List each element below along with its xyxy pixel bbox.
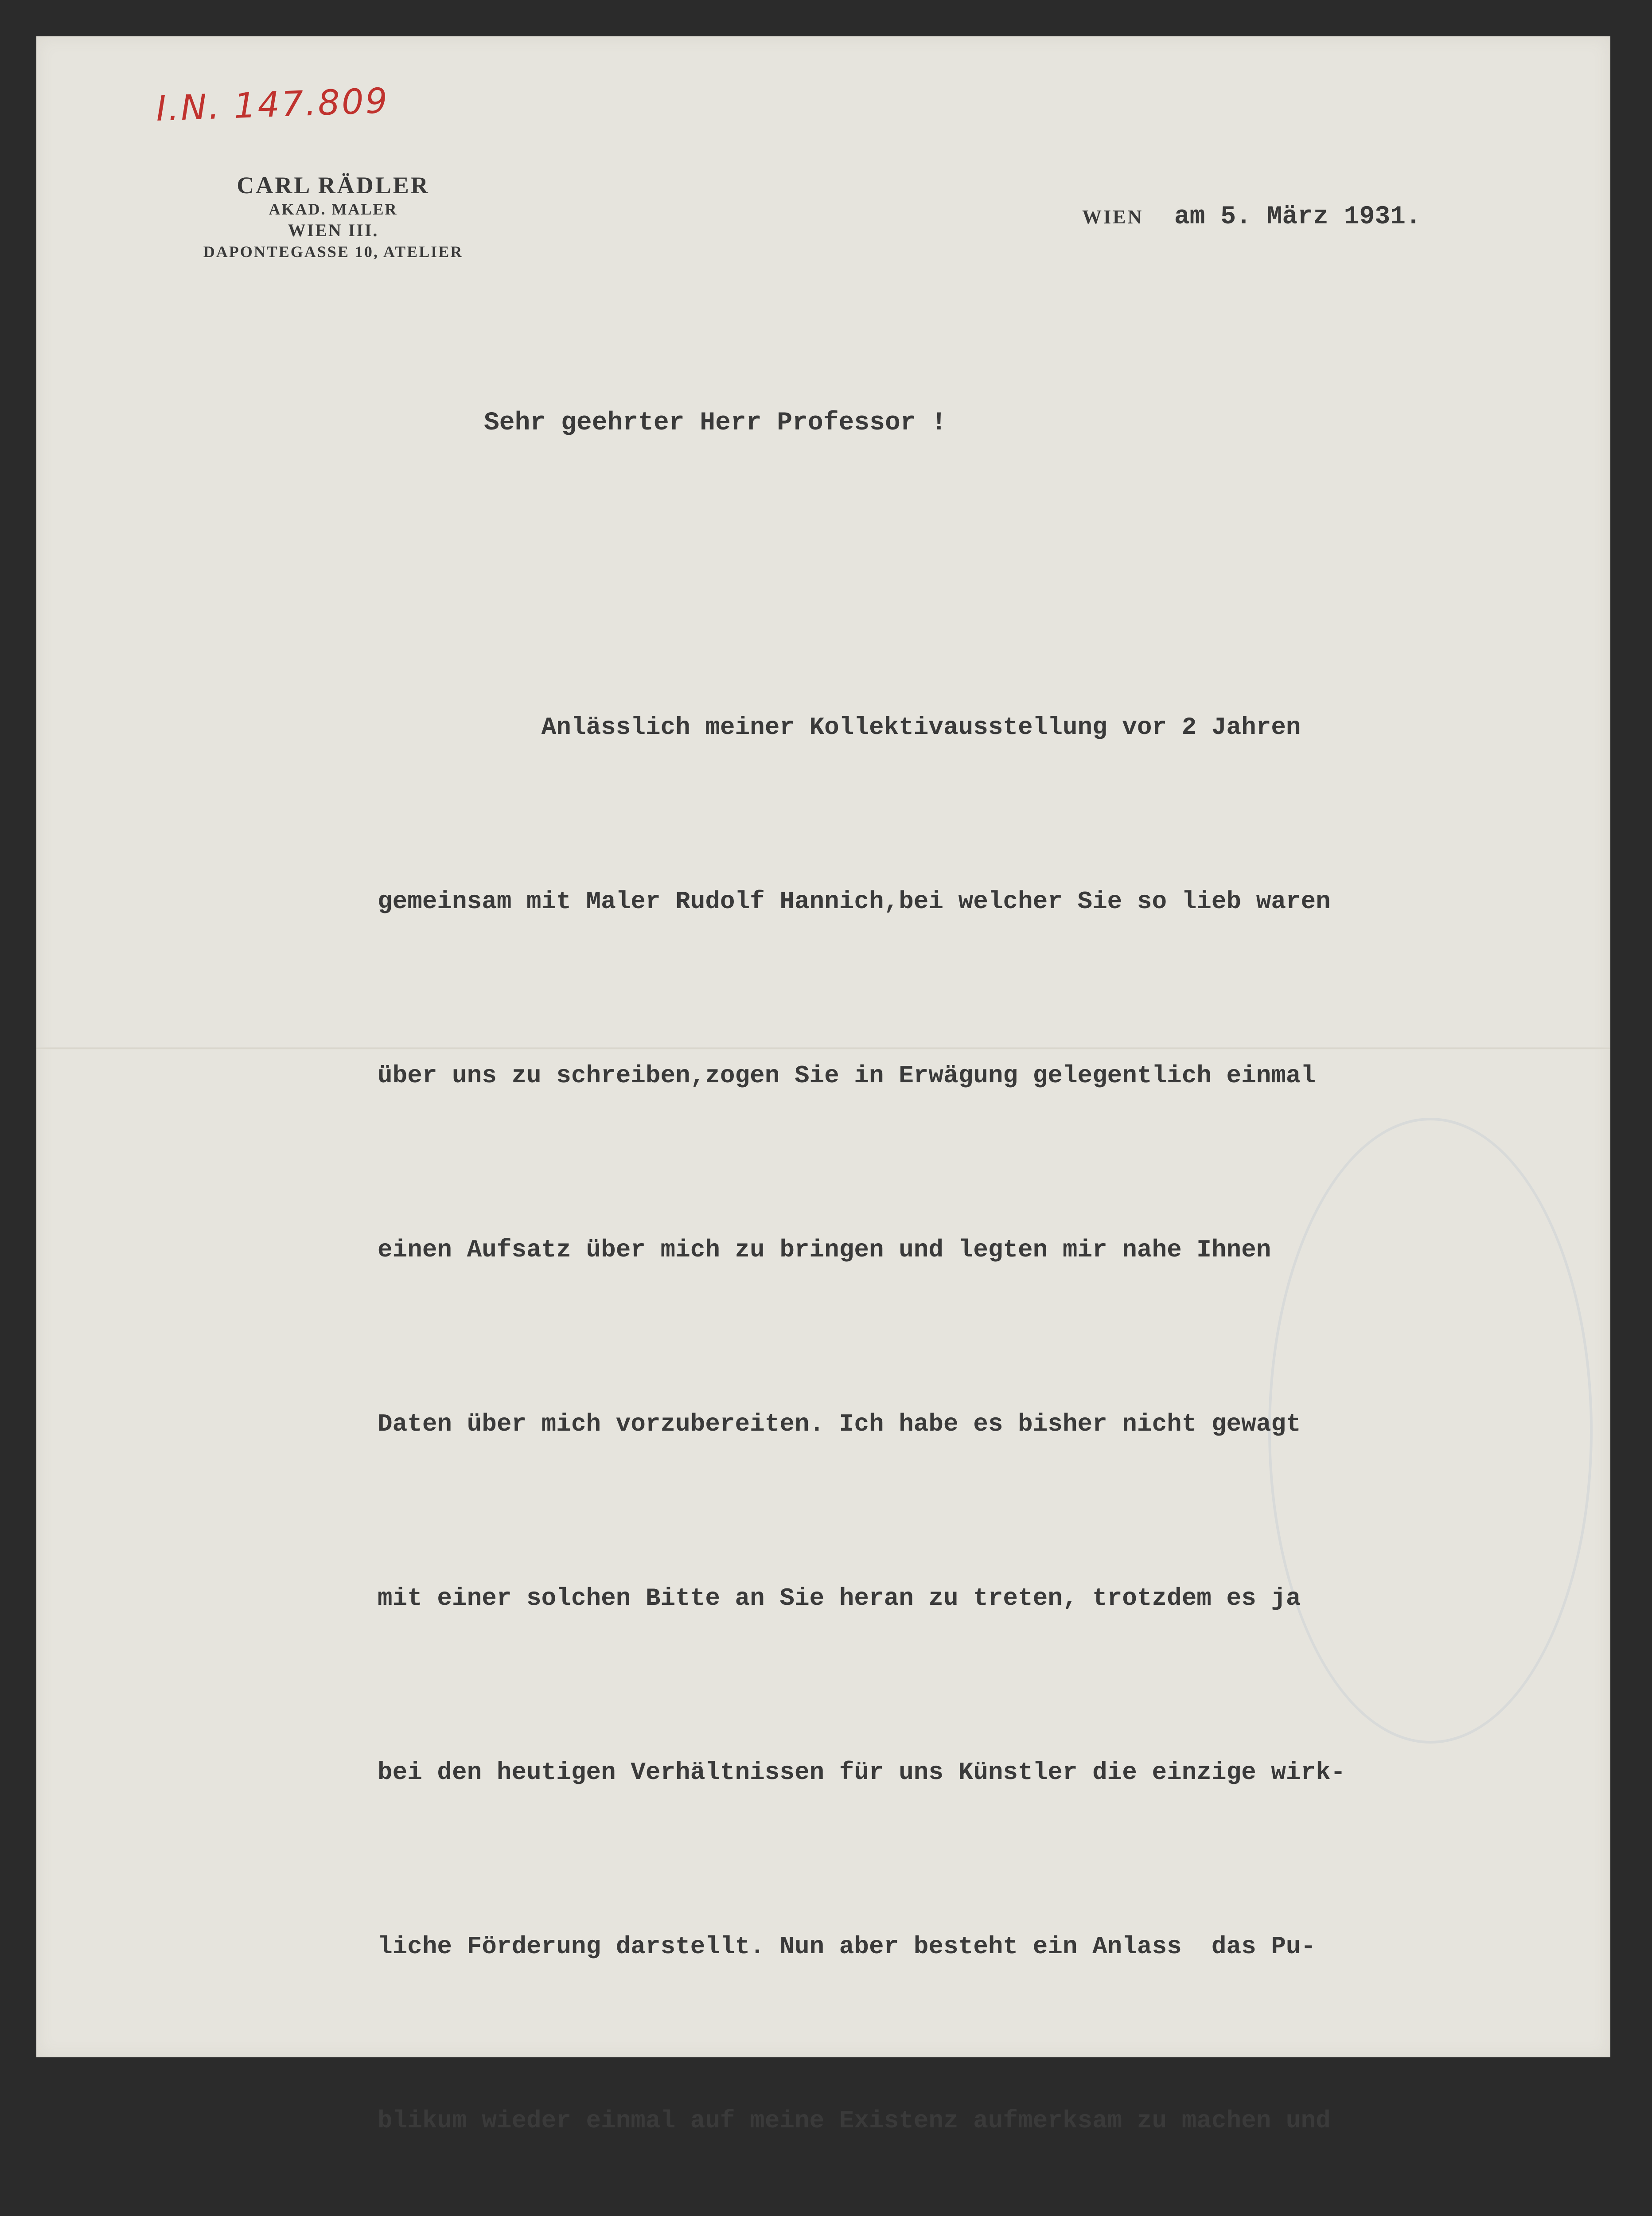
- body-line: Anlässlich meiner Kollektivausstellung vor 2 Jahren: [378, 713, 1301, 741]
- date-line: [1082, 203, 1421, 231]
- letterhead: [178, 172, 488, 262]
- body-line: über uns zu schreiben,zogen Sie in Erwägung gelegentlich einmal: [378, 1061, 1316, 1090]
- letterhead-address: DAPONTEGASSE 10, ATELIER: [203, 243, 464, 261]
- body-line: blikum wieder einmal auf meine Existenz aufmerksam zu machen und: [378, 2107, 1331, 2135]
- salutation: Sehr geehrter Herr Professor !: [484, 409, 947, 437]
- body-line: mit einer solchen Bitte an Sie heran zu treten, trotzdem es ja: [378, 1584, 1301, 1612]
- letterhead-name: CARL RÄDLER: [237, 172, 430, 199]
- date-city: WIEN: [1082, 206, 1144, 228]
- body-line: Daten über mich vorzubereiten. Ich habe es bisher nicht gewagt: [378, 1410, 1301, 1438]
- letter-body: [378, 582, 1547, 2216]
- date-text: am 5. März 1931.: [1174, 203, 1421, 231]
- letterhead-city: WIEN III.: [288, 220, 379, 240]
- letter-page: [36, 36, 1610, 2135]
- body-line: einen Aufsatz über mich zu bringen und legten mir nahe Ihnen: [378, 1236, 1271, 1264]
- body-line: gemeinsam mit Maler Rudolf Hannich,bei welcher Sie so lieb waren: [378, 887, 1331, 916]
- body-line: liche Förderung darstellt. Nun aber besteht ein Anlass das Pu-: [378, 1932, 1316, 1961]
- letterhead-title: AKAD. MALER: [269, 200, 398, 218]
- archive-mark: I.N. 147.809: [155, 81, 390, 129]
- body-line: bei den heutigen Verhältnissen für uns Künstler die einzige wirk-: [378, 1758, 1346, 1787]
